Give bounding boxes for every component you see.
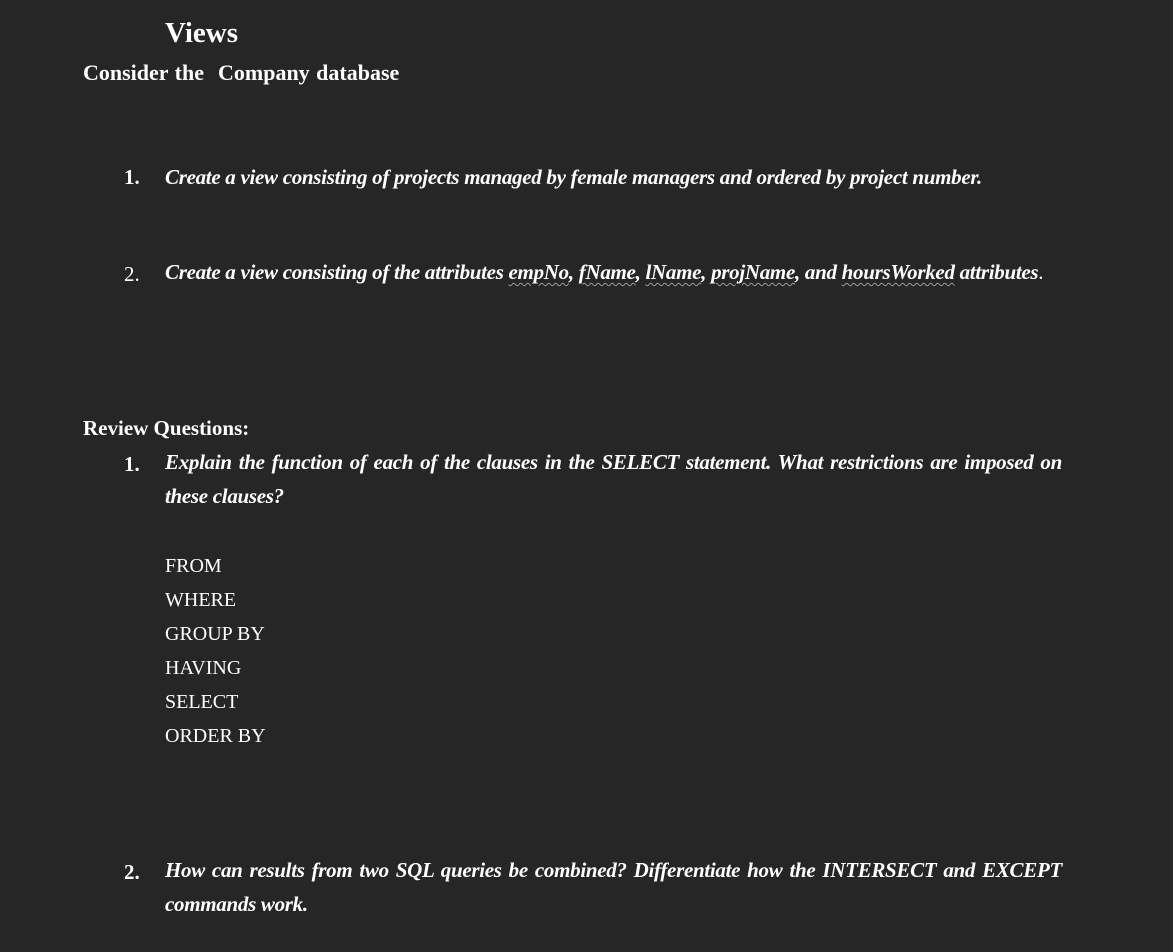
attribute-fname: fName (578, 260, 636, 284)
review-question-number: 2. (124, 860, 140, 884)
attribute-lname: lName (645, 260, 702, 284)
list-item: WHERE (165, 589, 237, 611)
list-item: HAVING (165, 657, 242, 679)
list-item: SELECT (165, 691, 239, 713)
exercise-text (165, 255, 1062, 289)
attribute-projname: projName (711, 260, 795, 284)
attribute-separator: , (701, 260, 712, 284)
subtitle-part-1: Consider the (83, 60, 204, 85)
attribute-separator: , (635, 260, 646, 284)
review-question-text: How can results from two SQL queries be combined? Differentiate how the INTERSECT and EXCEPT commands work. (165, 858, 1062, 916)
exercise-text-prefix: Create a view consisting of the attributes (165, 260, 509, 284)
review-question-text: Explain the function of each of the clauses in the SELECT statement. What restrictions are imposed on these clauses? (165, 450, 1062, 508)
attribute-separator: , (568, 260, 579, 284)
review-question-number: 1. (124, 452, 140, 476)
exercise-number: 2. (124, 262, 140, 286)
review-heading: Review Questions: (83, 416, 250, 440)
attribute-and: , and (795, 260, 842, 284)
list-item: GROUP BY (165, 623, 265, 645)
subtitle-part-2: Company database (218, 60, 400, 85)
subtitle (83, 60, 399, 86)
page-title: Views (165, 17, 239, 49)
exercise-number: 1. (124, 165, 140, 189)
exercise-period: . (1038, 260, 1044, 284)
exercise-text: Create a view consisting of projects managed by female managers and ordered by project number. (165, 165, 982, 189)
attribute-empno: empNo (508, 260, 569, 284)
list-item: ORDER BY (165, 725, 266, 747)
clause-list (165, 549, 266, 753)
exercise-text-suffix: attributes (954, 260, 1039, 284)
attribute-hoursworked: hoursWorked (841, 260, 955, 284)
list-item: FROM (165, 555, 222, 577)
